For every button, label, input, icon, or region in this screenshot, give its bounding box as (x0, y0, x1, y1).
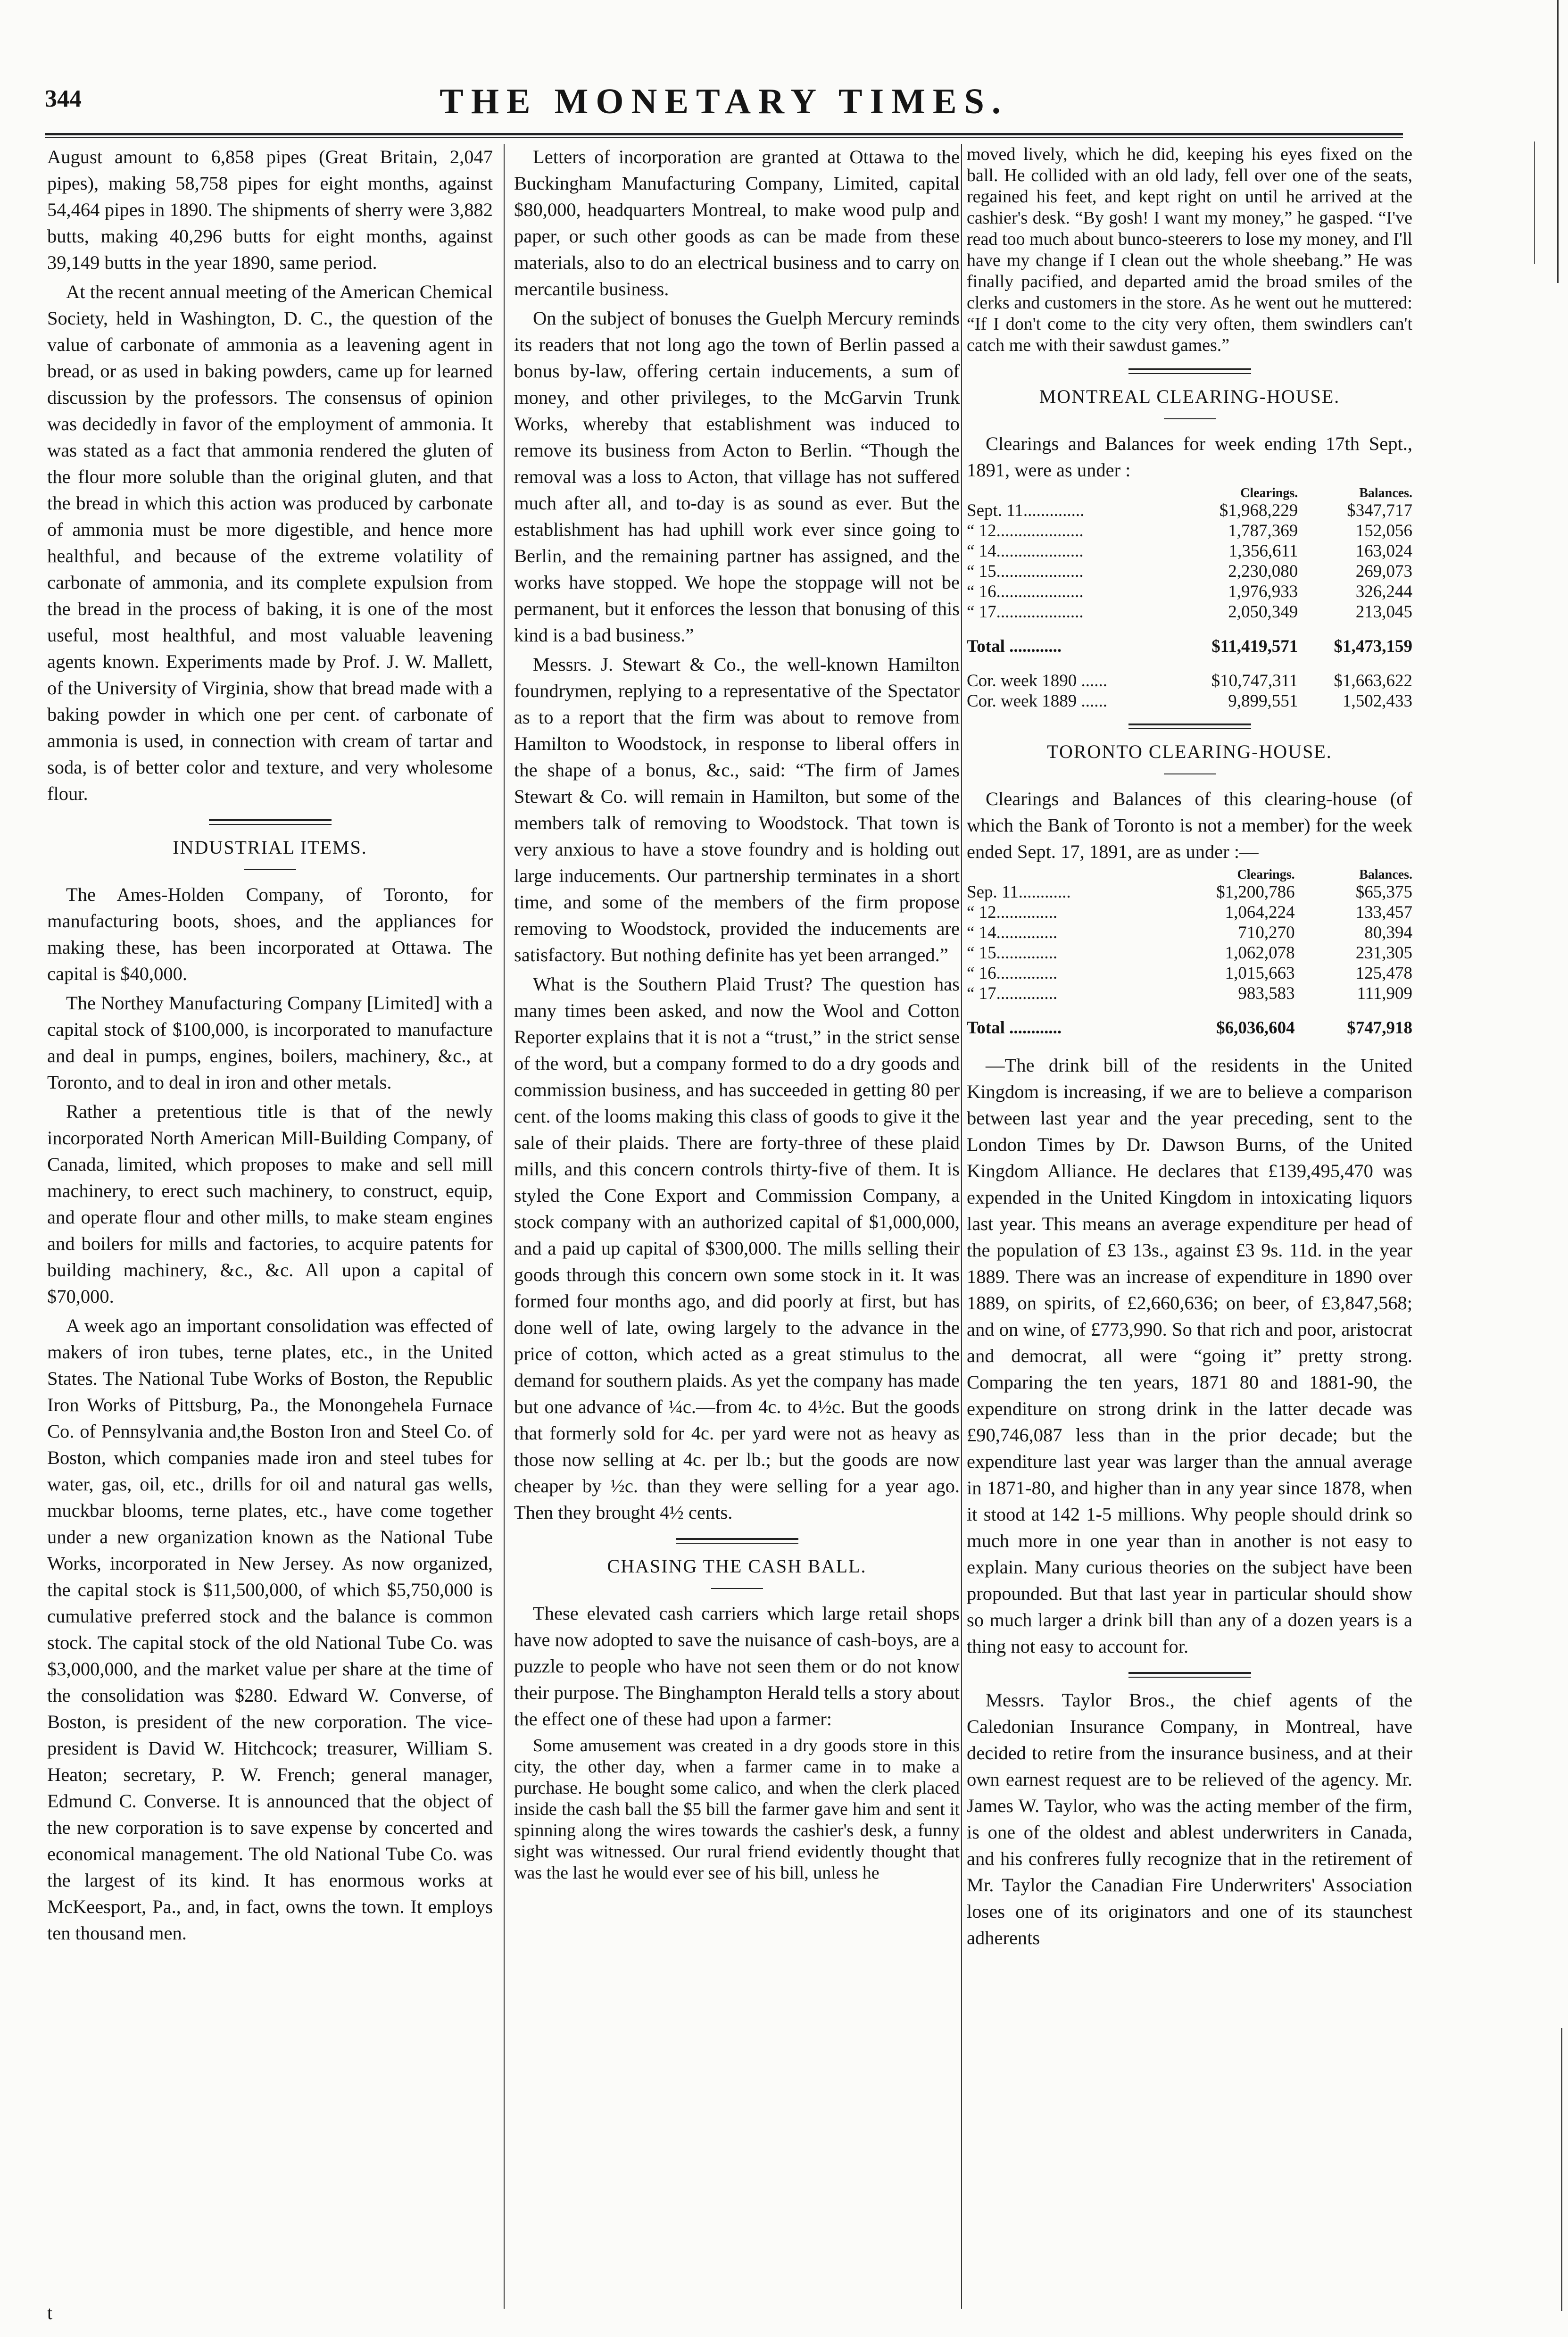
row-clearings: 1,015,663 (1225, 964, 1295, 983)
paragraph: Letters of incorporation are granted at Ottawa to the Buckingham Manufacturing Company, Limited, capital $80,000, headquarters Montreal, to make wood pulp and paper, or such other goods as can be made from these materials, also to do an electrical business and to carry on mercantile business. (514, 146, 960, 299)
row-label: “ 16.............. (967, 964, 1058, 983)
row-balances: 152,056 (1355, 521, 1412, 541)
column-header: Clearings. (1240, 486, 1298, 500)
row-balances: $1,663,622 (1334, 671, 1412, 690)
column-rule (504, 144, 505, 2309)
row-clearings: 983,583 (1238, 984, 1295, 1003)
section-divider (1128, 1672, 1251, 1678)
heading-rule (1164, 418, 1216, 419)
paragraph: A week ago an important consolidation was effected of makers of iron tubes, terne plates, etc., in the United States. The National Tube Works of Boston, the Republic Iron Works of Pittsburg, Pa., the Monongehela Furnace Co. of Pennsylvania and,the Boston Iron and Steel Co. of Boston, which companies made iron and steel tubes for water, gas, oil, etc., drills for oil and natural gas wells, muckbar blooms, terne plates, etc., have come together under a new organization known as the National Tube Works, incorporated in New Jersey. As now organized, the capital stock is $11,500,000, of which $5,750,000 is cumulative preferred stock and the balance is common stock. The capital stock of the old National Tube Co. was $3,000,000, and the market value per share at the time of the consolidation was $280. Edward W. Converse, of Boston, is president of the new corporation. The vice-president is David W. Hitchcock; treasurer, William S. Heaton; secretary, P. W. French; general manager, Edmund C. Converse. It is announced that the object of the new corporation is to save expense by concerted and economical management. The old National Tube Co. was the largest of its kind. It has enormous works at McKeesport, Pa., and, in fact, owns the town. It employs ten thousand men. (47, 1315, 493, 1944)
total-balances: $747,918 (1347, 1018, 1412, 1038)
row-balances: 326,244 (1355, 582, 1412, 601)
total-clearings: $11,419,571 (1211, 637, 1298, 656)
masthead-title: THE MONETARY TIMES. (440, 82, 1008, 121)
row-balances: $347,717 (1347, 501, 1412, 520)
paragraph: —The drink bill of the residents in the United Kingdom is increasing, if we are to believe a comparison between last year and the year preceding, sent to the London Times by Dr. Dawson Burns, of the United Kingdom Alliance. He declares that £139,495,470 was expended in the United Kingdom in intoxicating liquors last year. This means an average expenditure per head of the population of £3 13s., against £3 9s. 11d. in the year 1889. There was an increase of expenditure in 1890 over 1889, on spirits, of £2,660,636; on beer, of £3,847,568; and on wine, of £773,990. So that rich and poor, aristocrat and democrat, all were “going it” pretty strong. Comparing the ten years, 1871 80 and 1881-90, the expenditure on strong drink in the latter decade was £90,746,087 less than in the prior decade; but the expenditure last year was larger than the annual average in 1871-80, and higher than in any year since 1878, when it stood at 142 1-5 millions. Why people should drink so much more in one year than in another is not easy to explain. Many curious theories on the subject have been propounded. But that last year in particular should show so much larger a drink bill than any of a dozen years is a thing not easy to account for. (967, 1055, 1412, 1657)
table-body (967, 500, 1412, 622)
page-number: 344 (45, 85, 82, 112)
row-label: “ 14.............. (967, 923, 1058, 942)
paragraph: The Northey Manufacturing Company [Limited] with a capital stock of $100,000, is incorporated to manufacture and deal in pumps, engines, boilers, machinery, &c., at Toronto, and to deal in iron and other metals. (47, 992, 493, 1093)
row-clearings: 710,270 (1238, 923, 1295, 942)
row-clearings: 1,062,078 (1225, 943, 1295, 963)
section-heading: INDUSTRIAL ITEMS. (173, 837, 367, 858)
row-balances: 133,457 (1355, 903, 1412, 922)
paragraph: These elevated cash carriers which large retail shops have now adopted to save the nuisance of cash-boys, are a puzzle to people who have not seen them or do not know their purpose. The Binghampton Herald tells a story about the effect one of these had upon a farmer: (514, 1603, 960, 1730)
row-clearings: 1,064,224 (1225, 903, 1295, 922)
row-label: “ 14.................... (967, 541, 1084, 561)
row-clearings: 1,787,369 (1228, 521, 1298, 541)
paragraph: August amount to 6,858 pipes (Great Britain, 2,047 pipes), making 58,758 pipes for eight months, against 54,464 pipes in 1890. The shipments of sherry were 3,882 butts, making 40,296 butts for eight months, against 39,149 butts in the year 1890, same period. (47, 146, 493, 273)
paragraph: What is the Southern Plaid Trust? The question has many times been asked, and now the Wool and Cotton Reporter explains that it is not a “trust,” in the strict sense of the word, but a company formed to do a dry goods and commission business, and has succeeded in getting 80 per cent. of the looms making this class of goods to give it the sale of their plaids. There are forty-three of these plaid mills, and this concern controls thirty-five of them. It is styled the Cone Export and Commission Company, a stock company with an authorized capital of $1,000,000, and a paid up capital of $300,000. The mills selling their goods through this concern own some stock in it. It was formed four months ago, and did poorly at first, but has done well of late, owing largely to the advance in the price of cotton, which acted as a great stimulus to the demand for southern plaids. As yet the company has made but one advance of ¼c.—from 4c. to 4½c. But the goods that formerly sold for 4c. per yard were not as heavy as those now selling at 4c. per lb.; but the goods are now cheaper by ½c. than they were selling for a year ago. Then they brought 4½ cents. (514, 973, 960, 1523)
row-label: “ 12.................... (967, 521, 1084, 541)
row-label: Sep. 11............ (967, 882, 1071, 902)
paragraph: Rather a pretentious title is that of the newly incorporated North American Mill-Building Company, of Canada, limited, which proposes to make and sell mill machinery, to erect such machinery, to construct, equip, and operate flour and other mills, to make steam engines and boilers for mills and factories, to acquire patents for building machinery, &c., &c. All upon a capital of $70,000. (47, 1101, 493, 1307)
row-balances: 80,394 (1364, 923, 1412, 942)
table-row (967, 691, 1412, 711)
row-clearings: $1,200,786 (1216, 882, 1295, 902)
total-label: Total ............ (967, 637, 1062, 656)
row-label: Sept. 11.............. (967, 501, 1085, 520)
row-clearings: 1,976,933 (1228, 582, 1298, 601)
row-label: Cor. week 1890 ...... (967, 671, 1108, 690)
quoted-paragraph: moved lively, which he did, keeping his eyes fixed on the ball. He collided with an old lady, fell over one of the seats, regained his feet, and kept right on until he arrived at the cashier's desk. “By gosh! I want my money,” he gasped. “I've read too much about bunco-steerers to lose my money, and I'll have my change if I clean out the whole sheebang.” He was finally pacified, and departed amid the broad smiles of the clerks and customers in the store. As he went out he muttered: “If I don't come to the city very often, them swindlers can't catch me with their sawdust games.” (967, 144, 1412, 355)
column-2 (514, 144, 960, 2309)
table-row (967, 622, 1412, 657)
header-rule (45, 133, 1403, 138)
page-mark: t (47, 2302, 53, 2323)
table-row (967, 923, 1412, 943)
row-clearings: 2,050,349 (1228, 602, 1298, 622)
table-row (967, 541, 1412, 561)
row-balances: 125,478 (1355, 964, 1412, 983)
row-balances: 269,073 (1355, 562, 1412, 581)
quoted-paragraph: Some amusement was created in a dry goods store in this city, the other day, when a farmer came in to make a purchase. He bought some calico, and when the clerk placed inside the cash ball the $5 bill the farmer gave him and sent it spinning along the wires towards the cashier's desk, a funny sight was witnessed. Our rural friend evidently thought that was the last he would ever see of his bill, unless he (514, 1736, 960, 1883)
table-row (967, 1004, 1412, 1038)
total-label: Total ............ (967, 1018, 1062, 1038)
row-label: “ 15.................... (967, 562, 1084, 581)
row-balances: 213,045 (1355, 602, 1412, 622)
total-clearings: $6,036,604 (1216, 1018, 1295, 1038)
heading-rule (244, 869, 296, 870)
paragraph: Clearings and Balances for week ending 17th Sept., 1891, were as under : (967, 433, 1412, 481)
row-label: “ 16.................... (967, 582, 1084, 601)
page-header (45, 82, 1403, 132)
row-label: “ 17.................... (967, 602, 1084, 622)
montreal-clearing-table (967, 486, 1412, 711)
table-row (967, 561, 1412, 582)
section-heading: MONTREAL CLEARING-HOUSE. (1039, 386, 1340, 407)
row-balances: 1,502,433 (1343, 691, 1412, 711)
row-balances: 163,024 (1355, 541, 1412, 561)
table-row (967, 882, 1412, 902)
column-header: Balances. (1359, 486, 1412, 500)
table-row (967, 902, 1412, 923)
row-label: “ 12.............. (967, 903, 1058, 922)
heading-rule (711, 1588, 763, 1589)
table-row (967, 582, 1412, 602)
paragraph: At the recent annual meeting of the American Chemical Society, held in Washington, D. C., the question of the value of carbonate of ammonia as a leavening agent in bread, or as used in baking powders, came up for learned discussion by the professors. The consensus of opinion was decidedly in favor of the employment of ammonia. It was stated as a fact that ammonia rendered the gluten of the flour more soluble than the original gluten, and that the bread in which this action was produced by carbonate of ammonia must be more digestible, and hence more healthful, and because of the extreme volatility of carbonate of ammonia, and its complete expulsion from the bread in the process of baking, it is one of the most useful, most healthful, and most valuable leavening agents known. Experiments made by Prof. J. W. Mallett, of the University of Virginia, show that bread made with a baking powder in which one per cent. of carbonate of ammonia is used, in connection with cream of tartar and soda, is of better color and texture, and very wholesome flour. (47, 281, 493, 804)
row-label: Cor. week 1889 ...... (967, 691, 1108, 711)
table-row (967, 602, 1412, 622)
column-1 (47, 144, 493, 2309)
row-balances: 231,305 (1355, 943, 1412, 963)
row-balances: 111,909 (1357, 984, 1412, 1003)
section-divider (676, 1538, 798, 1544)
page-edge-shadow (1534, 141, 1535, 264)
row-clearings: $1,968,229 (1219, 501, 1298, 520)
table-row (967, 963, 1412, 983)
page-edge-shadow (1558, 2028, 1562, 2311)
column-3 (967, 144, 1412, 2309)
table-body (967, 882, 1412, 1004)
row-clearings: $10,747,311 (1211, 671, 1298, 690)
section-divider (209, 819, 332, 825)
column-header: Balances. (1359, 867, 1412, 882)
heading-rule (1164, 773, 1216, 774)
row-clearings: 2,230,080 (1228, 562, 1298, 581)
table-row (967, 943, 1412, 963)
row-balances: $65,375 (1355, 882, 1412, 902)
table-row (967, 657, 1412, 691)
page-edge-shadow (1551, 0, 1559, 283)
paragraph: Clearings and Balances of this clearing-house (of which the Bank of Toronto is not a member) for the week ended Sept. 17, 1891, are as under :— (967, 788, 1412, 862)
row-clearings: 1,356,611 (1228, 541, 1298, 561)
section-heading: TORONTO CLEARING-HOUSE. (1047, 741, 1332, 762)
column-rule (961, 144, 962, 2309)
row-label: “ 15.............. (967, 943, 1058, 963)
table-row (967, 521, 1412, 541)
total-balances: $1,473,159 (1334, 637, 1412, 656)
row-label: “ 17.............. (967, 984, 1058, 1003)
toronto-clearing-table (967, 868, 1412, 1038)
table-row (967, 500, 1412, 521)
section-divider (1128, 724, 1251, 729)
paragraph: Messrs. J. Stewart & Co., the well-known Hamilton foundrymen, replying to a representative of the Spectator as to a report that the firm was about to remove from Hamilton to Woodstock, in response to liberal offers in the shape of a bonus, &c., said: “The firm of James Stewart & Co. will remain in Hamilton, but some of the members talk of removing to Woodstock. That town is very anxious to have a stove foundry and is holding out large inducements. Our partnership terminates in a short time, and some of the members of the firm propose removing to Woodstock, provided the inducements are satisfactory. But nothing definite has yet been arranged.” (514, 654, 960, 965)
column-header: Clearings. (1237, 867, 1295, 882)
section-heading: CHASING THE CASH BALL. (607, 1555, 867, 1577)
row-clearings: 9,899,551 (1228, 691, 1298, 711)
table-row (967, 983, 1412, 1004)
paragraph: On the subject of bonuses the Guelph Mercury reminds its readers that not long ago the town of Berlin passed a bonus by-law, offering certain inducements, a sum of money, and other privileges, to the McGarvin Trunk Works, whereby that establishment was induced to remove its business from Acton to Berlin. “Though the removal was a loss to Acton, that village has not suffered much after all, and to-day is as sound as ever. But the establishment has had uphill work ever since going to Berlin, and the remaining partner has assigned, and the works have stopped. We hope the stoppage will not be permanent, but it enforces the lesson that bonusing of this kind is a bad business.” (514, 308, 960, 646)
section-divider (1128, 368, 1251, 374)
paragraph: Messrs. Taylor Bros., the chief agents of the Caledonian Insurance Company, in Montreal, have decided to retire from the insurance business, and at their own earnest request are to be relieved of the agency. Mr. James W. Taylor, who was the acting member of the firm, is one of the oldest and ablest underwriters in Canada, and his confreres fully recognize that in the retirement of Mr. Taylor the Canadian Fire Underwriters' Association loses one of its originators and one of its staunchest adherents (967, 1689, 1412, 1948)
paragraph: The Ames-Holden Company, of Toronto, for manufacturing boots, shoes, and the appliances for making these, has been incorporated at Ottawa. The capital is $40,000. (47, 884, 493, 984)
